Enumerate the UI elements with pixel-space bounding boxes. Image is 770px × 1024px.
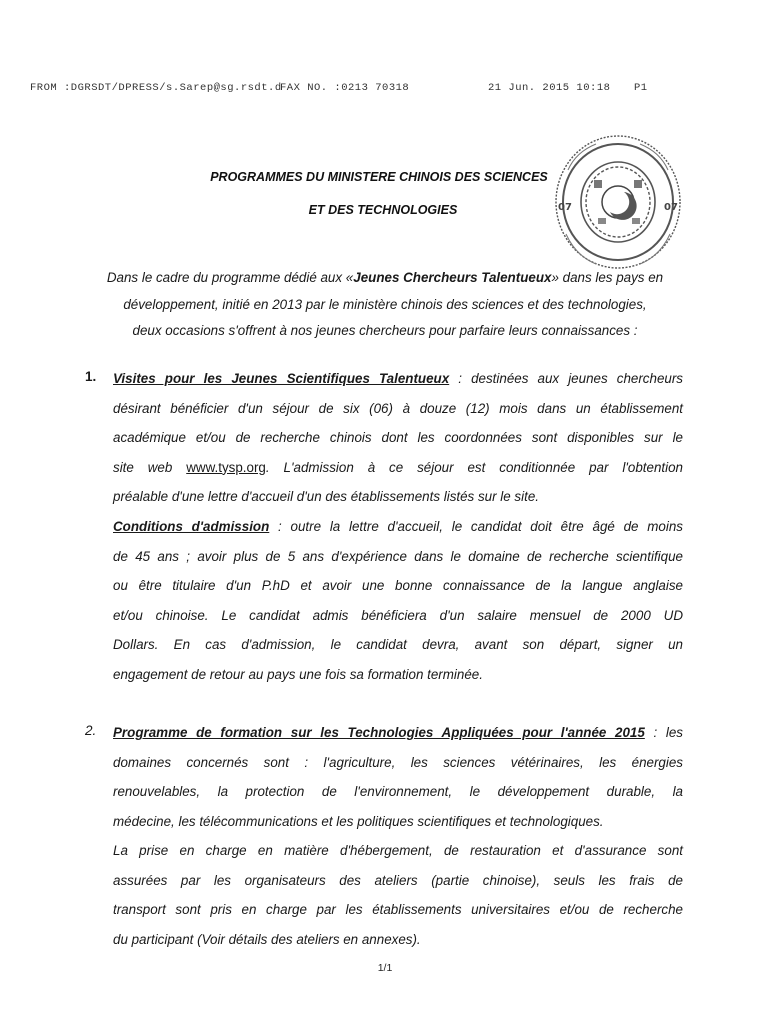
conditions-line-3: ou être titulaire d'un P.hD et avoir une bonne connaissance de la langue anglaise [113, 578, 683, 593]
conditions-line-1: Conditions d'admission : outre la lettre d'accueil, le candidat doit être âgé de moins [113, 519, 683, 534]
programme-line-2: domaines concernés sont : l'agriculture, les sciences vétérinaires, les énergies [113, 754, 683, 770]
official-seal-icon [548, 130, 688, 278]
page-number: 1/1 [377, 962, 393, 974]
visites-line-1: Visites pour les Jeunes Scientifiques Talentueux : destinées aux jeunes chercheurs [113, 371, 683, 386]
fax-date: 21 Jun. 2015 10:18 [488, 82, 611, 94]
conditions-paragraph [113, 512, 683, 689]
support-line-2: assurées par les organisateurs des ateliers (partie chinoise), seuls les frais de [113, 872, 683, 888]
seal-number-right: 07 [664, 202, 678, 213]
website-link[interactable]: www.tysp.org [186, 459, 266, 475]
conditions-heading: Conditions d'admission [113, 519, 270, 534]
visites-heading: Visites pour les Jeunes Scientifiques Talentueux [113, 371, 450, 386]
programme-line-4: médecine, les télécommunications et les politiques scientifiques et technologiques. [113, 813, 604, 829]
intro-text-before: Dans le cadre du programme dédié aux « [106, 270, 354, 285]
visites-line-5: préalable d'une lettre d'accueil d'un des établissements listés sur le site. [113, 489, 539, 504]
intro-line-2: développement, initié en 2013 par le ministère chinois des sciences et des technologies, [123, 297, 647, 312]
fax-page: P1 [634, 82, 648, 94]
fax-number: FAX NO. :0213 70318 [280, 82, 410, 94]
seal-number-left: 07 [558, 202, 572, 213]
programme-heading: Programme de formation sur les Technologies Appliquées pour l'année 2015 [113, 725, 645, 740]
fax-header [30, 82, 730, 98]
programme-paragraph [113, 718, 683, 836]
intro-bold: Jeunes Chercheurs Talentueux [353, 270, 552, 285]
visites-line-4: site web www.tysp.org. L'admission à ce séjour est conditionnée par l'obtention [113, 459, 684, 475]
support-paragraph [113, 836, 683, 954]
list-item-number: 2. [85, 723, 97, 738]
conditions-line-6: engagement de retour au pays une fois sa formation terminée. [113, 666, 483, 682]
support-line-1: La prise en charge en matière d'hébergement, de restauration et d'assurance sont [113, 843, 683, 858]
programme-line-3: renouvelables, la protection de l'environnement, le développement durable, la [113, 784, 683, 799]
conditions-line-2: de 45 ans ; avoir plus de 5 ans d'expérience dans le domaine de recherche scientifique [113, 548, 683, 564]
visites-line-2: désirant bénéficier d'un séjour de six (06) à douze (12) mois dans un établissement [113, 400, 683, 416]
visites-line-3: académique et/ou de recherche chinois dont les coordonnées sont disponibles sur le [113, 430, 683, 445]
document-title-line-1: PROGRAMMES DU MINISTERE CHINOIS DES SCIENCES [210, 170, 548, 184]
support-line-4: du participant (Voir détails des ateliers en annexes). [113, 931, 421, 947]
intro-line-3: deux occasions s'offrent à nos jeunes chercheurs pour parfaire leurs connaissances : [132, 323, 638, 338]
conditions-line-4: et/ou chinoise. Le candidat admis bénéficiera d'un salaire mensuel de 2000 UD [113, 607, 683, 623]
fax-from: FROM :DGRSDT/DPRESS/s.Sarep@sg.rsdt.d [30, 82, 282, 94]
conditions-line-5: Dollars. En cas d'admission, le candidat devra, avant son départ, signer un [113, 637, 683, 652]
list-item-number: 1. [85, 369, 97, 384]
document-title-line-2: ET DES TECHNOLOGIES [308, 203, 458, 217]
programme-line-1: Programme de formation sur les Technologies Appliquées pour l'année 2015 : les [113, 725, 683, 740]
support-line-3: transport sont pris en charge par les établissements universitaires et/ou de recherche [113, 902, 683, 917]
intro-line-1 [60, 265, 710, 291]
intro-text-after: » dans les pays en [551, 270, 664, 285]
visites-paragraph [113, 364, 683, 512]
